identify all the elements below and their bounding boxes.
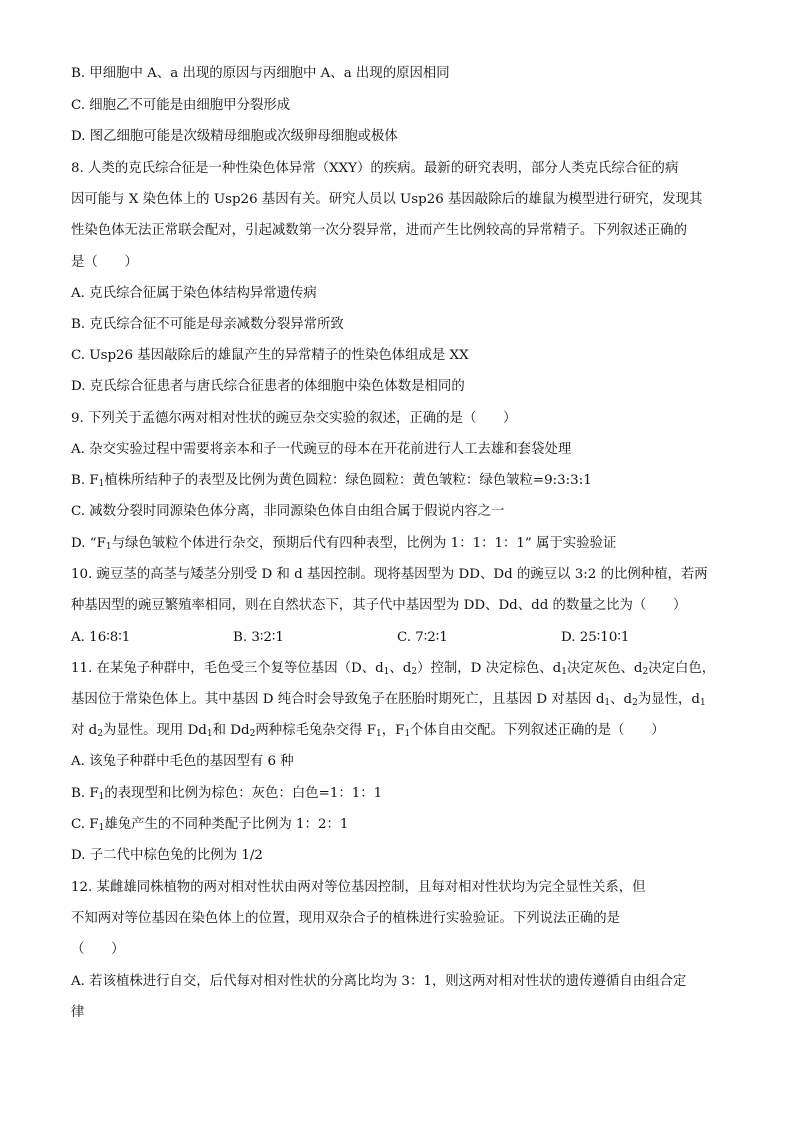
q8-stem-line-3: 性染色体无法正常联会配对，引起减数第一次分裂异常，进而产生比例较高的异常精子。下列叙述正确的	[71, 223, 687, 238]
q10-option-c: C. 7∶2∶1	[397, 630, 448, 645]
q11-stem-line-1: 11. 在某兔子种群中，毛色受三个复等位基因（D、$d_1$、$d_2$）控制，D 决定棕色、$d_1$决定灰色、$d_2$决定白色，	[71, 661, 716, 677]
q12-stem-line-1: 12. 某雌雄同株植物的两对相对性状由两对等位基因控制，且每对相对性状均为完全显性关系，但	[71, 880, 646, 895]
q7-option-d: D. 图乙细胞可能是次级精母细胞或次级卵母细胞或极体	[71, 129, 398, 144]
q11-option-b: B. $F_1$的表现型和比例为棕色：灰色：白色=1：1：1	[71, 786, 383, 802]
q7-option-b: B. 甲细胞中 A、a 出现的原因与丙细胞中 A、a 出现的原因相同	[71, 66, 450, 81]
q12-stem-line-2: 不知两对等位基因在染色体上的位置，现用双杂合子的植株进行实验验证。下列说法正确的是	[71, 911, 621, 926]
q11-stem-line-3: 对 $d_2$为显性。现用 $Dd_1$和 $Dd_2$两种棕毛兔杂交得 $F_1$，$F_1$个体自由交配。下列叙述正确的是（ ）	[71, 723, 665, 739]
q9-option-a: A. 杂交实验过程中需要将亲本和子一代豌豆的母本在开花前进行人工去雄和套袋处理	[71, 442, 572, 457]
q9-option-c: C. 减数分裂时同源染色体分离，非同源染色体自由组合属于假说内容之一	[71, 504, 505, 519]
q10-stem-line-2: 种基因型的豌豆繁殖率相同，则在自然状态下，其子代中基因型为 DD、Dd、dd 的数量之比为（ ）	[71, 598, 687, 613]
q10-option-a: A. 16∶8∶1	[71, 630, 131, 645]
q11-option-d: D. 子二代中棕色兔的比例为 1/2	[71, 848, 263, 863]
q11-option-c: C. $F_1$雄兔产生的不同种类配子比例为 1：2：1	[71, 817, 349, 833]
q8-option-d: D. 克氏综合征患者与唐氏综合征患者的体细胞中染色体数是相同的	[71, 379, 465, 394]
q8-stem-line-4: 是（ ）	[71, 255, 138, 270]
q7-option-c: C. 细胞乙不可能是由细胞甲分裂形成	[71, 98, 291, 113]
q9-option-b: B. $F_1$植株所结种子的表型及比例为黄色圆粒：绿色圆粒：黄色皱粒：绿色皱粒=9:3:3:1	[71, 473, 592, 489]
q12-option-a-line-2: 律	[71, 1005, 85, 1020]
q8-option-b: B. 克氏综合征不可能是母亲减数分裂异常所致	[71, 317, 344, 332]
q11-option-a: A. 该兔子种群中毛色的基因型有 6 种	[71, 754, 294, 769]
q9-option-d: D. “$F_1$与绿色皱粒个体进行杂交，预期后代有四种表型，比例为 1：1：1：1” 属于实验验证	[71, 536, 617, 552]
q8-stem-line-1: 8. 人类的克氏综合征是一种性染色体异常（XXY）的疾病。最新的研究表明，部分人类克氏综合征的病	[71, 161, 679, 176]
q8-option-a: A. 克氏综合征属于染色体结构异常遗传病	[71, 286, 317, 301]
q10-option-b: B. 3∶2∶1	[233, 630, 284, 645]
q10-option-d: D. 25∶10∶1	[561, 630, 630, 645]
q12-option-a-line-1: A. 若该植株进行自交，后代每对相对性状的分离比均为 3：1，则这两对相对性状的遗传遵循自由组合定	[71, 974, 687, 989]
q10-stem-line-1: 10. 豌豆茎的高茎与矮茎分别受 D 和 d 基因控制。现将基因型为 DD、Dd 的豌豆以 3:2 的比例种植，若两	[71, 567, 708, 582]
q8-stem-line-2: 因可能与 X 染色体上的 Usp26 基因有关。研究人员以 Usp26 基因敲除后的雄鼠为模型进行研究，发现其	[71, 192, 703, 207]
q8-option-c: C. Usp26 基因敲除后的雄鼠产生的异常精子的性染色体组成是 XX	[71, 348, 469, 363]
q11-stem-line-2: 基因位于常染色体上。其中基因 D 纯合时会导致兔子在胚胎时期死亡，且基因 D 对基因 $d_1$、$d_2$为显性，$d_1$	[71, 692, 706, 708]
q9-stem: 9. 下列关于孟德尔两对相对性状的豌豆杂交实验的叙述，正确的是（ ）	[71, 411, 517, 426]
q12-stem-line-3: （ ）	[71, 942, 125, 957]
